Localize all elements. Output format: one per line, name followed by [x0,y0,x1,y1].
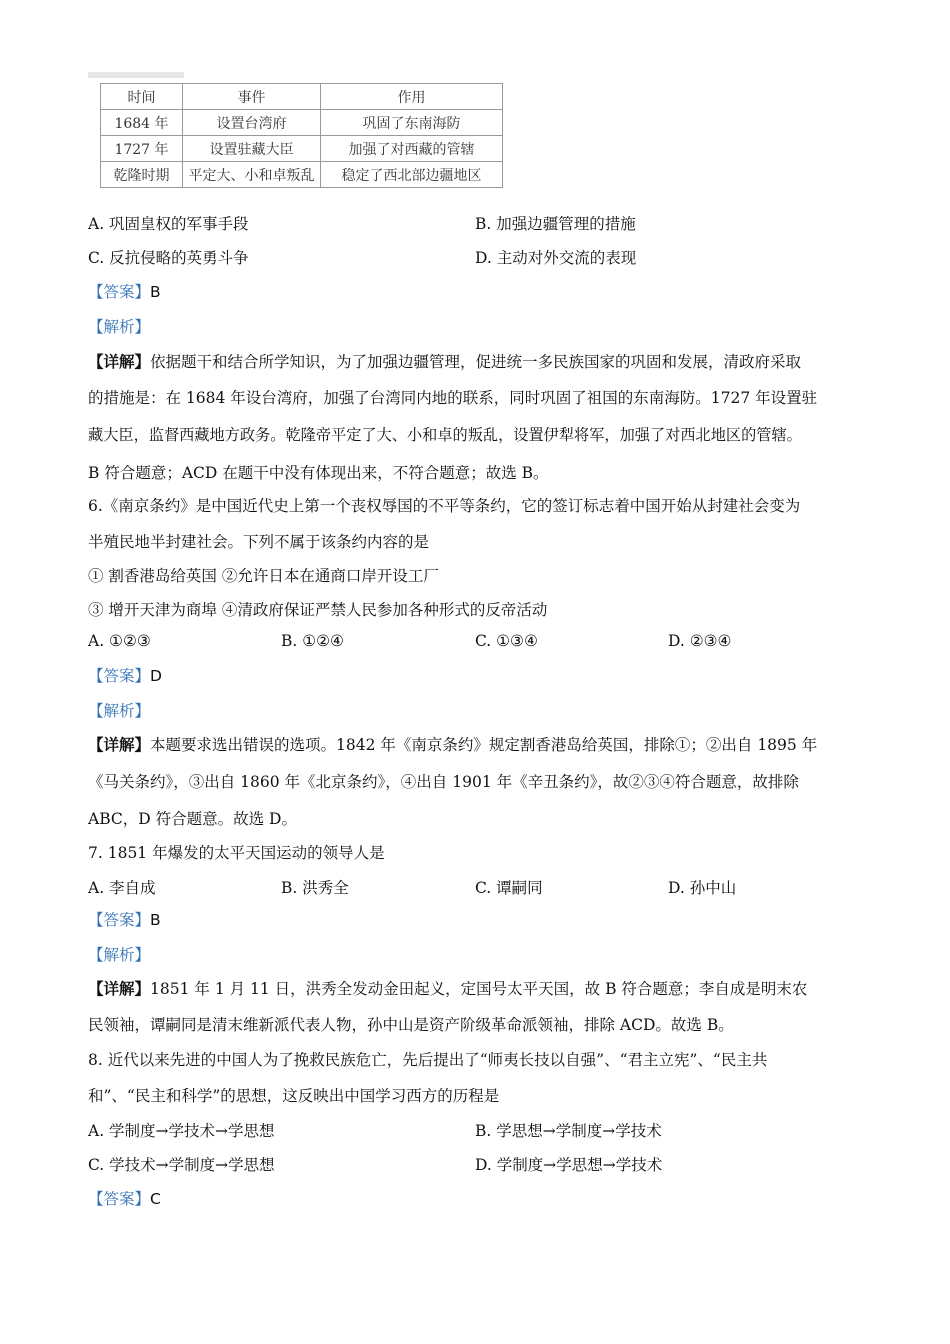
q5-option-b: B. 加强边疆管理的措施 [475,215,636,233]
cropped-header-remnant [88,72,184,78]
q5-detail-line: 藏大臣，监督西藏地方政务。乾隆帝平定了大、小和卓的叛乱，设置伊犁将军，加强了对西北地区的管辖。 [88,426,802,444]
table-row [101,162,503,188]
detail-text: 依据题干和结合所学知识，为了加强边疆管理，促进统一多民族国家的巩固和发展，清政府采取 [150,353,802,371]
answer-value: B [150,283,161,301]
answer-tag: 【答案】 [88,667,151,685]
table-header-row [101,84,503,110]
table-cell: 平定大、小和卓叛乱 [183,162,321,188]
q7-option-c: C. 谭嗣同 [475,879,543,897]
answer-tag: 【答案】 [88,1190,151,1208]
q5-option-d: D. 主动对外交流的表现 [475,249,637,267]
q6-answer [88,664,162,686]
q7-option-a: A. 李自成 [88,879,156,897]
q5-answer [88,280,161,302]
answer-value: B [150,911,161,929]
q6-detail-line [88,733,817,755]
q6-analysis-tag: 【解析】 [88,702,151,720]
q6-stem-line: 6.《南京条约》是中国近代史上第一个丧权辱国的不平等条约，它的签订标志着中国开始从封建社会变为 [88,497,801,515]
q5-option-c: C. 反抗侵略的英勇斗争 [88,249,249,267]
q8-option-a: A. 学制度→学技术→学思想 [88,1122,275,1140]
q5-detail-line [88,350,801,372]
q6-option-a: A. ①②③ [88,632,151,650]
table-header-cell: 事件 [183,84,321,110]
table-row [101,136,503,162]
detail-tag: 【详解】 [88,353,151,371]
answer-tag: 【答案】 [88,283,151,301]
q6-option-b: B. ①②④ [281,632,344,650]
q7-stem: 7. 1851 年爆发的太平天国运动的领导人是 [88,844,385,862]
table-cell: 巩固了东南海防 [321,110,503,136]
q8-answer [88,1187,161,1209]
q8-option-c: C. 学技术→学制度→学思想 [88,1156,275,1174]
q7-detail-line: 民领袖，谭嗣同是清末维新派代表人物，孙中山是资产阶级革命派领袖，排除 ACD。故选 B。 [88,1016,734,1034]
q7-answer [88,908,161,930]
q5-detail-line: 的措施是：在 1684 年设台湾府，加强了台湾同内地的联系，同时巩固了祖国的东南海防。1727 年设置驻 [88,389,818,407]
q6-item-line: ① 割香港岛给英国 ②允许日本在通商口岸开设工厂 [88,567,439,585]
q8-option-b: B. 学思想→学制度→学技术 [475,1122,662,1140]
detail-tag: 【详解】 [88,736,151,754]
q6-stem-line: 半殖民地半封建社会。下列不属于该条约内容的是 [88,533,430,551]
table-header-cell: 时间 [101,84,183,110]
detail-text: 本题要求选出错误的选项。1842 年《南京条约》规定割香港岛给英国，排除①；②出自 1895 年 [150,736,818,754]
q5-option-a: A. 巩固皇权的军事手段 [88,215,249,233]
q6-option-d: D. ②③④ [668,632,732,650]
q6-item-line: ③ 增开天津为商埠 ④清政府保证严禁人民参加各种形式的反帝活动 [88,601,548,619]
q7-analysis-tag: 【解析】 [88,946,151,964]
table-cell: 1684 年 [101,110,183,136]
q5-analysis-tag: 【解析】 [88,318,151,336]
table-cell: 加强了对西藏的管辖 [321,136,503,162]
q5-detail-line: B 符合题意；ACD 在题干中没有体现出来，不符合题意；故选 B。 [88,464,549,482]
answer-value: C [150,1190,161,1208]
q8-stem-line: 8. 近代以来先进的中国人为了挽救民族危亡，先后提出了“师夷长技以自强”、“君主立宪”、“民主共 [88,1051,768,1069]
table-cell: 设置台湾府 [183,110,321,136]
q6-detail-line: ABC，D 符合题意。故选 D。 [88,810,297,828]
answer-tag: 【答案】 [88,911,151,929]
q6-detail-line: 《马关条约》，③出自 1860 年《北京条约》，④出自 1901 年《辛丑条约》，故②③④符合题意，故排除 [88,773,799,791]
q8-option-d: D. 学制度→学思想→学技术 [475,1156,663,1174]
q7-detail-line [88,977,807,999]
q8-stem-line: 和”、“民主和科学”的思想，这反映出中国学习西方的历程是 [88,1087,500,1105]
table-cell: 稳定了西北部边疆地区 [321,162,503,188]
answer-value: D [150,667,162,685]
history-events-table [100,83,503,188]
table-header-cell: 作用 [321,84,503,110]
q6-option-c: C. ①③④ [475,632,538,650]
q7-option-b: B. 洪秀全 [281,879,349,897]
table-cell: 乾隆时期 [101,162,183,188]
table-row [101,110,503,136]
detail-tag: 【详解】 [88,980,151,998]
q7-option-d: D. 孙中山 [668,879,737,897]
table-cell: 设置驻藏大臣 [183,136,321,162]
table-cell: 1727 年 [101,136,183,162]
detail-text: 1851 年 1 月 11 日，洪秀全发动金田起义，定国号太平天国，故 B 符合题意；李自成是明末农 [150,980,808,998]
